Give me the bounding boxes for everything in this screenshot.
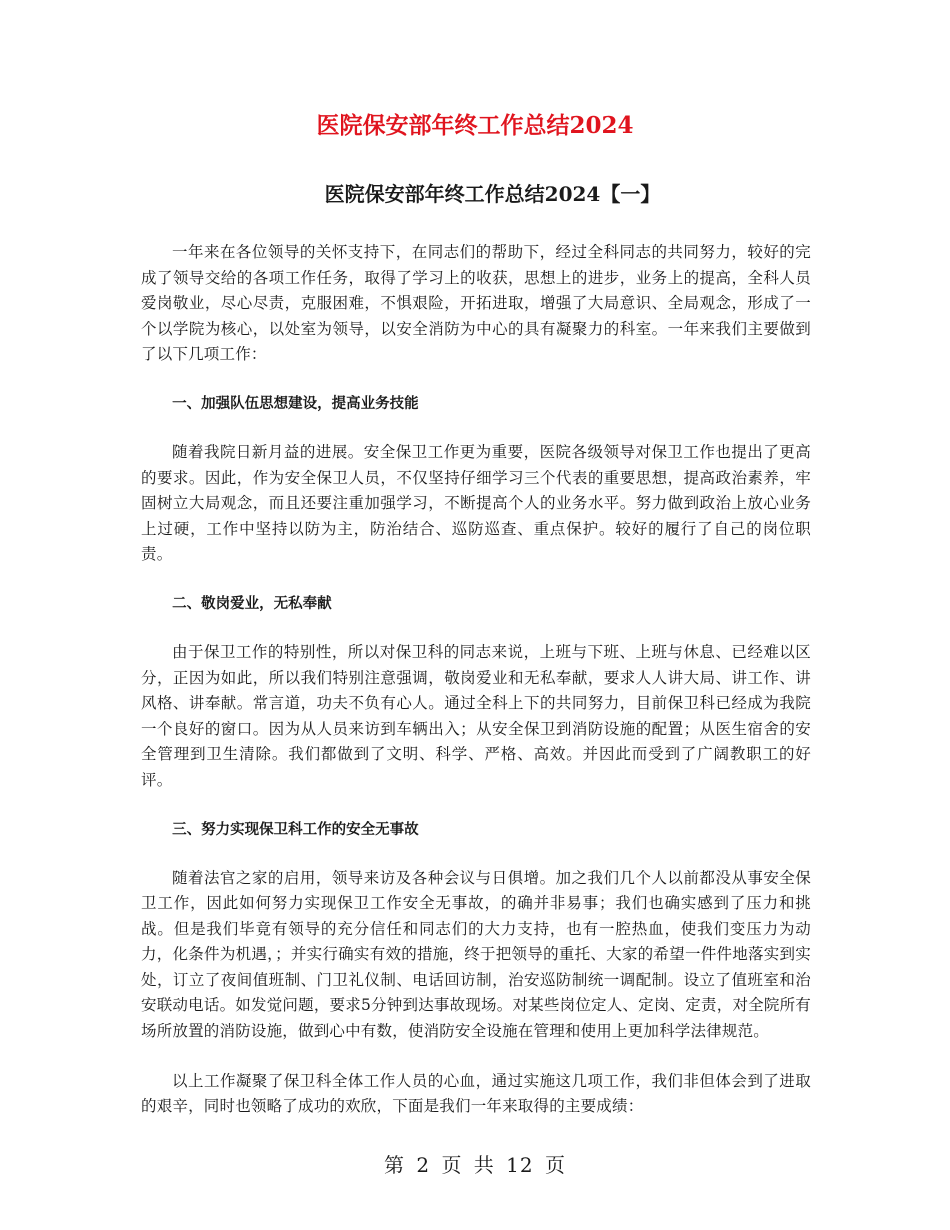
document-title: 医院保安部年终工作总结2024	[316, 112, 634, 139]
document-subtitle: 医院保安部年终工作总结2024【一】	[324, 182, 661, 206]
document-body	[141, 240, 811, 1144]
page-number: 第 2 页 共 12 页	[384, 1153, 566, 1177]
closing-paragraph: 以上工作凝聚了保卫科全体工作人员的心血，通过实施这几项工作，我们非但体会到了进取的艰辛，同时也领略了成功的欢欣，下面是我们一年来取得的主要成绩：	[141, 1071, 811, 1116]
section-body-2: 由于保卫工作的特别性，所以对保卫科的同志来说，上班与下班、上班与休息、已经难以区分，正因为如此，所以我们特别注意强调，敬岗爱业和无私奉献，要求人人讲大局、讲工作、讲风格、讲奉献。常言道，功夫不负有心人。通过全科上下的共同努力，目前保卫科已经成为我院一个良好的窗口。因为从人员来访到车辆出入；从安全保卫到消防设施的配置；从医生宿舍的安全管理到卫生清除。我们都做到了文明、科学、严格、高效。并因此而受到了广阔教职工的好评。	[141, 642, 811, 789]
section-heading-1: 一、加强队伍思想建设，提高业务技能	[172, 395, 419, 412]
section-body-1: 随着我院日新月益的进展。安全保卫工作更为重要，医院各级领导对保卫工作也提出了更高的要求。因此，作为安全保卫人员，不仅坚持仔细学习三个代表的重要思想，提高政治素养，牢固树立大局观念，而且还要注重加强学习，不断提高个人的业务水平。努力做到政治上放心业务上过硬，工作中坚持以防为主，防治结合、巡防巡查、重点保护。较好的履行了自己的岗位职责。	[141, 442, 811, 564]
section-body-3: 随着法官之家的启用，领导来访及各种会议与日俱增。加之我们几个人以前都没从事安全保卫工作，因此如何努力实现保卫工作安全无事故，的确并非易事；我们也确实感到了压力和挑战。但是我们毕竟有领导的充分信任和同志们的大力支持，也有一腔热血，使我们变压力为动力，化条件为机遇，；并实行确实有效的措施，终于把领导的重托、大家的希望一件件地落实到实处，订立了夜间值班制、门卫礼仪制、电话回访制，治安巡防制统一调配制。设立了值班室和治安联动电话。如发觉问题，要求5分钟到达事故现场。对某些岗位定人、定岗、定责，对全院所有场所放置的消防设施，做到心中有数，使消防安全设施在管理和使用上更加科学法律规范。	[141, 868, 811, 1041]
intro-paragraph: 一年来在各位领导的关怀支持下，在同志们的帮助下，经过全科同志的共同努力，较好的完成了领导交给的各项工作任务，取得了学习上的收获，思想上的进步，业务上的提高，全科人员爱岗敬业，尽心尽责，克服困难，不惧艰险，开拓进取，增强了大局意识、全局观念，形成了一个以学院为核心，以处室为领导，以安全消防为中心的具有凝聚力的科室。一年来我们主要做到了以下几项工作：	[141, 243, 811, 364]
page-footer	[0, 1150, 950, 1180]
section-heading-2: 二、敬岗爱业，无私奉献	[172, 595, 332, 612]
section-heading-3: 三、努力实现保卫科工作的安全无事故	[172, 821, 419, 838]
